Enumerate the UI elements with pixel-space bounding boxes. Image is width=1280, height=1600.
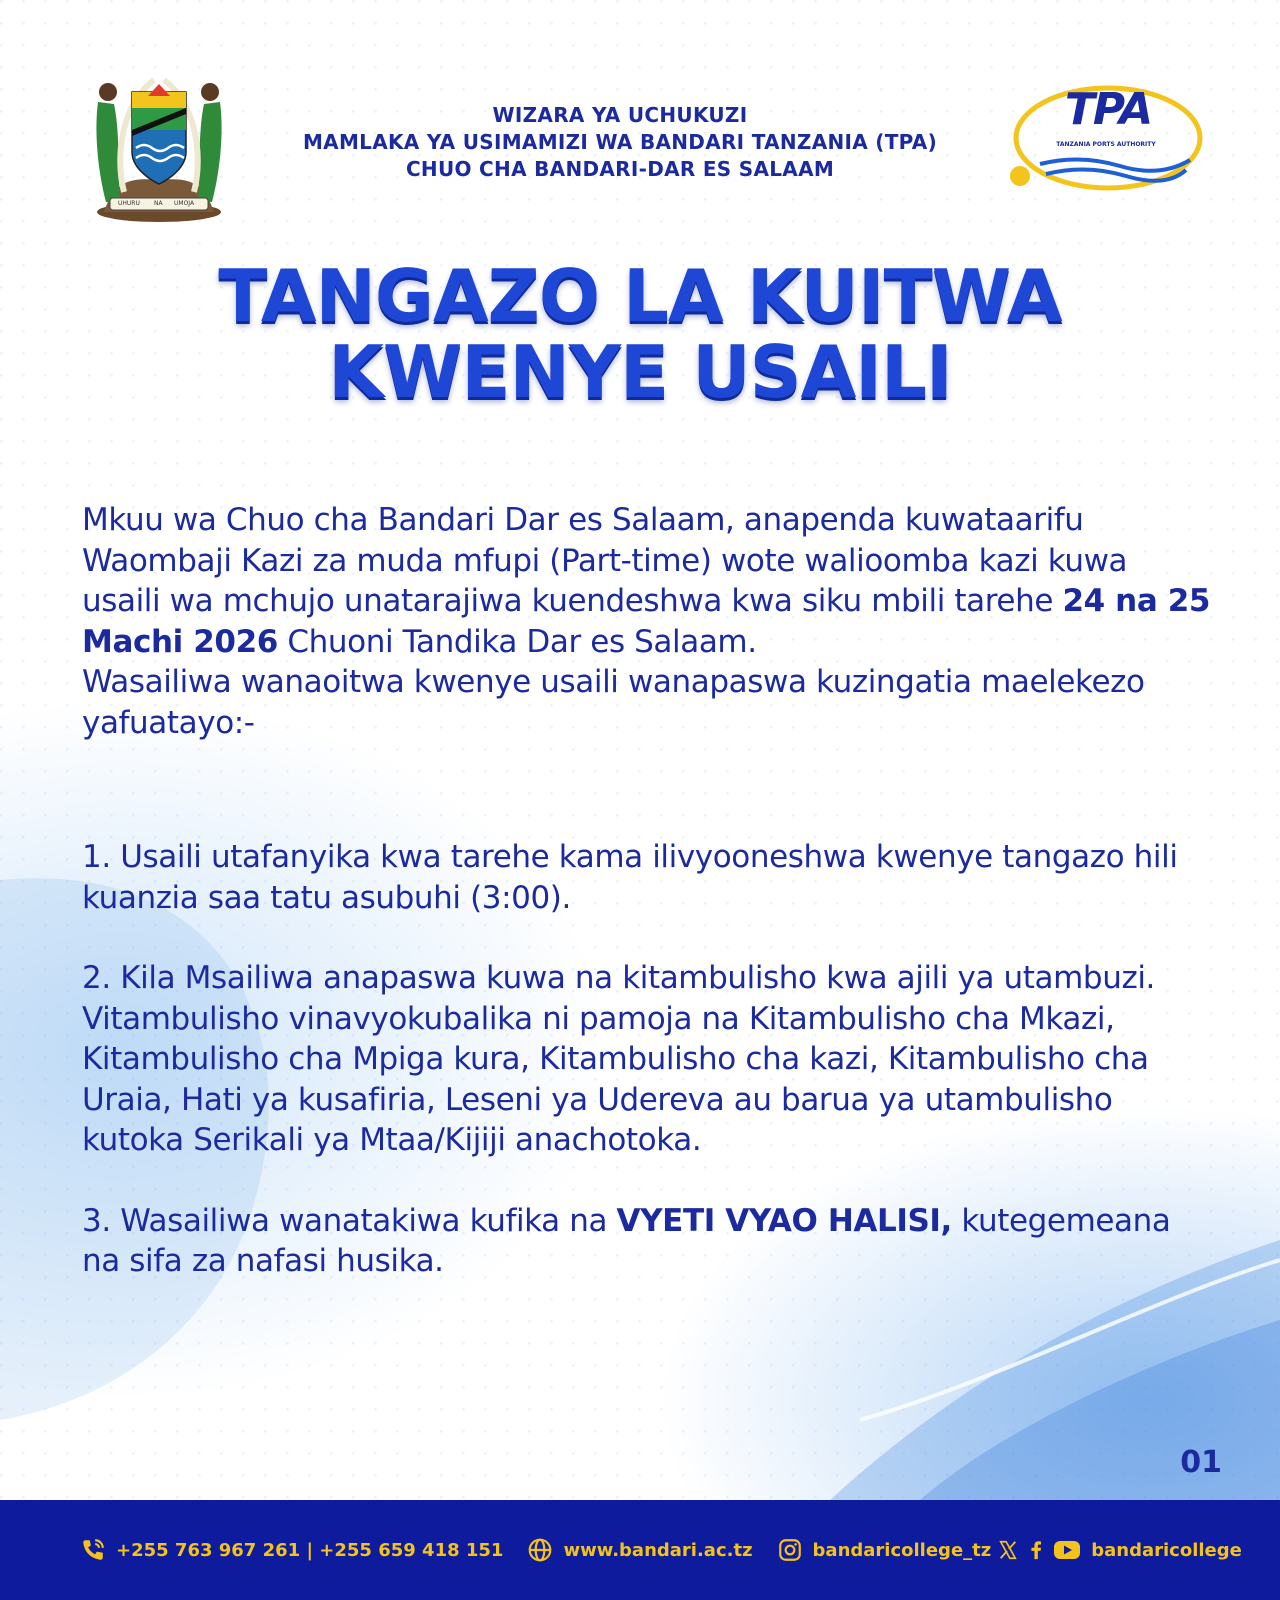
contact-footer (0, 1500, 1280, 1600)
intro-text: Mkuu wa Chuo cha Bandari Dar es Salaam, anapenda kuwataarifu Waombaji Kazi za muda mfupi (Part-time) wote walioomba kazi kuwa usaili wa mchujo unatarajiwa kuendeshwa kwa siku mbili tarehe (82, 502, 1128, 619)
crest-motto-right: UMOJA (174, 200, 195, 207)
crest-motto-left: UHURU (118, 200, 140, 207)
coat-of-arms-logo (84, 62, 234, 222)
instructions-lead: Wasailiwa wanaoitwa kwenye usaili wanapaswa kuzingatia maelekezo yafuatayo:- (82, 664, 1145, 741)
instagram-handle[interactable]: bandaricollege_tz (812, 1539, 992, 1561)
item-3-emphasis: VYETI VYAO HALISI, (616, 1202, 952, 1239)
authority-name: MAMLAKA YA USIMAMIZI WA BANDARI TANZANIA (TPA) (302, 130, 938, 154)
instruction-item-3 (82, 1201, 1212, 1282)
globe-icon (527, 1537, 553, 1563)
instruction-item-2: 2. Kila Msailiwa anapaswa kuwa na kitambulisho kwa ajili ya utambuzi. Vitambulisho vinavyokubalika ni pamoja na Kitambulisho cha Mkazi, Kitambulisho cha Mpiga kura, Kitambulisho cha kazi, Kitambulisho cha Uraia, Hati ya kusafiria, Leseni ya Udereva au barua ya utambulisho kutoka Serikali ya Mtaa/Kijiji anachotoka. (82, 960, 1155, 1158)
tpa-logo-subtext: TANZANIA PORTS AUTHORITY (1056, 141, 1156, 148)
title-line-1: TANGAZO LA KUITWA (218, 254, 1062, 338)
intro-paragraph (82, 500, 1212, 662)
instagram-contact (777, 1537, 992, 1563)
phone-numbers[interactable]: +255 763 967 261 | +255 659 418 151 (116, 1539, 504, 1561)
tpa-logo (1000, 76, 1210, 206)
tpa-logo-text: TPA (1064, 84, 1152, 135)
instagram-icon (777, 1537, 803, 1563)
crest-motto-mid: NA (154, 200, 163, 207)
phone-icon (80, 1537, 106, 1563)
interview-venue: Chuoni Tandika Dar es Salaam. (287, 623, 757, 660)
ministry-name: WIZARA YA UCHUKUZI (492, 103, 748, 127)
interview-dates: 24 na 25 Machi 2026 (82, 583, 1211, 660)
college-name: CHUO CHA BANDARI-DAR ES SALAAM (405, 157, 835, 181)
announcement-body (82, 500, 1212, 1282)
website-link[interactable]: www.bandari.ac.tz (563, 1539, 753, 1561)
item-3-text: 3. Wasailiwa wanatakiwa kufika na (82, 1202, 617, 1239)
item-3-text-end: kutegemeana na sifa za nafasi husika. (82, 1202, 1171, 1279)
phone-contact (80, 1537, 503, 1563)
announcement-title (140, 254, 1140, 414)
youtube-handle[interactable]: bandaricollege (1091, 1539, 1242, 1561)
instruction-item-1: 1. Usaili utafanyika kwa tarehe kama ilivyooneshwa kwenye tangazo hili kuanzia saa tatu asubuhi (3:00). (82, 839, 1178, 916)
x-icon[interactable] (997, 1539, 1019, 1561)
page-number: 01 (1180, 1445, 1222, 1480)
youtube-icon[interactable] (1053, 1539, 1081, 1561)
facebook-icon[interactable] (1025, 1539, 1047, 1561)
website-contact (527, 1537, 752, 1563)
institution-header (240, 102, 1000, 183)
title-line-2: KWENYE USAILI (328, 330, 952, 414)
